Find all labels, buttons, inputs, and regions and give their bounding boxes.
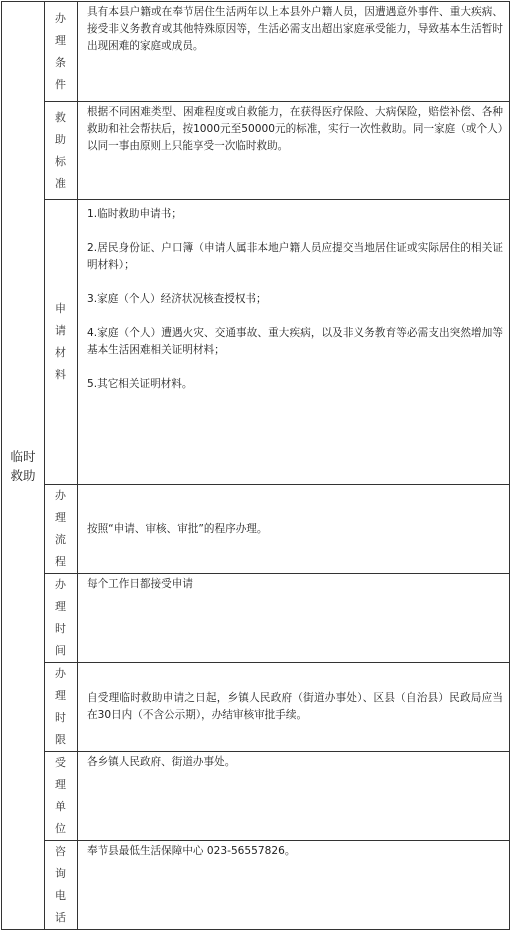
row-label: 受理单位: [55, 756, 67, 835]
row-text: 自受理临时救助申请之日起，乡镇人民政府（街道办事处）、区县（自治县）民政局应当在30日内（不含公示期），办结审核审批手续。: [87, 692, 503, 721]
row-content-cell: [78, 485, 510, 574]
table-row: [2, 2, 510, 102]
row-label-cell: [45, 2, 78, 102]
list-item: 2.居民身份证、户口簿（申请人属非本地户籍人员应提交当地居住证或实际居住的相关证明材料）；: [87, 242, 503, 271]
table-row: [2, 841, 510, 930]
list-item: 5.其它相关证明材料。: [87, 378, 193, 390]
row-label: 救助标准: [55, 110, 67, 190]
row-content-cell: [78, 841, 510, 930]
list-item: 1.临时救助申请书；: [87, 208, 182, 220]
table-row: [2, 200, 510, 485]
materials-list-cell: [78, 200, 510, 485]
row-label-cell: [45, 841, 78, 930]
row-text: 具有本县户籍或在奉节居住生活两年以上本县外户籍人员，因遭遇意外事件、重大疾病、接受非义务教育或其他特殊原因等，生活必需支出超出家庭承受能力，导致基本生活暂时出现困难的家庭或成员。: [87, 6, 503, 52]
category-cell: [2, 2, 45, 930]
row-label: 申请材料: [55, 302, 67, 381]
row-text: 奉节县最低生活保障中心 023-56557826。: [87, 845, 296, 857]
row-label-cell: [45, 574, 78, 663]
row-content-cell: [78, 663, 510, 752]
row-content-cell: [78, 574, 510, 663]
row-label: 办理时限: [55, 667, 67, 746]
row-label-cell: [45, 200, 78, 485]
relief-info-table: [1, 1, 510, 930]
row-label-cell: [45, 485, 78, 574]
row-content-cell: [78, 752, 510, 841]
row-text: 根据不同困难类型、困难程度或自救能力，在获得医疗保险、大病保险，赔偿补偿、各种救助和社会帮扶后，按1000元至50000元的标准，实行一次性救助。同一家庭（或个人）以同一事由原则上只能享受一次临时救助。: [87, 106, 503, 152]
table-row: [2, 663, 510, 752]
row-text: 各乡镇人民政府、街道办事处。: [87, 756, 236, 768]
row-content-cell: [78, 2, 510, 102]
category-label: 临时救助: [10, 448, 36, 483]
table-row: [2, 574, 510, 663]
row-label: 办理条件: [55, 11, 67, 91]
row-label: 办理流程: [55, 489, 67, 568]
table-row: [2, 752, 510, 841]
list-item: 4.家庭（个人）遭遇火灾、交通事故、重大疾病，以及非义务教育等必需支出突然增加等基本生活困难相关证明材料；: [87, 327, 503, 356]
table-row: [2, 102, 510, 200]
row-label: 办理时间: [55, 578, 67, 657]
row-text: 每个工作日都接受申请: [87, 578, 193, 590]
row-label-cell: [45, 102, 78, 200]
row-content-cell: [78, 102, 510, 200]
row-label-cell: [45, 752, 78, 841]
row-text: 按照“申请、审核、审批”的程序办理。: [87, 522, 268, 535]
table-row: [2, 485, 510, 574]
list-item: 3.家庭（个人）经济状况核查授权书；: [87, 293, 267, 305]
row-label: 咨询电话: [55, 845, 67, 924]
row-label-cell: [45, 663, 78, 752]
